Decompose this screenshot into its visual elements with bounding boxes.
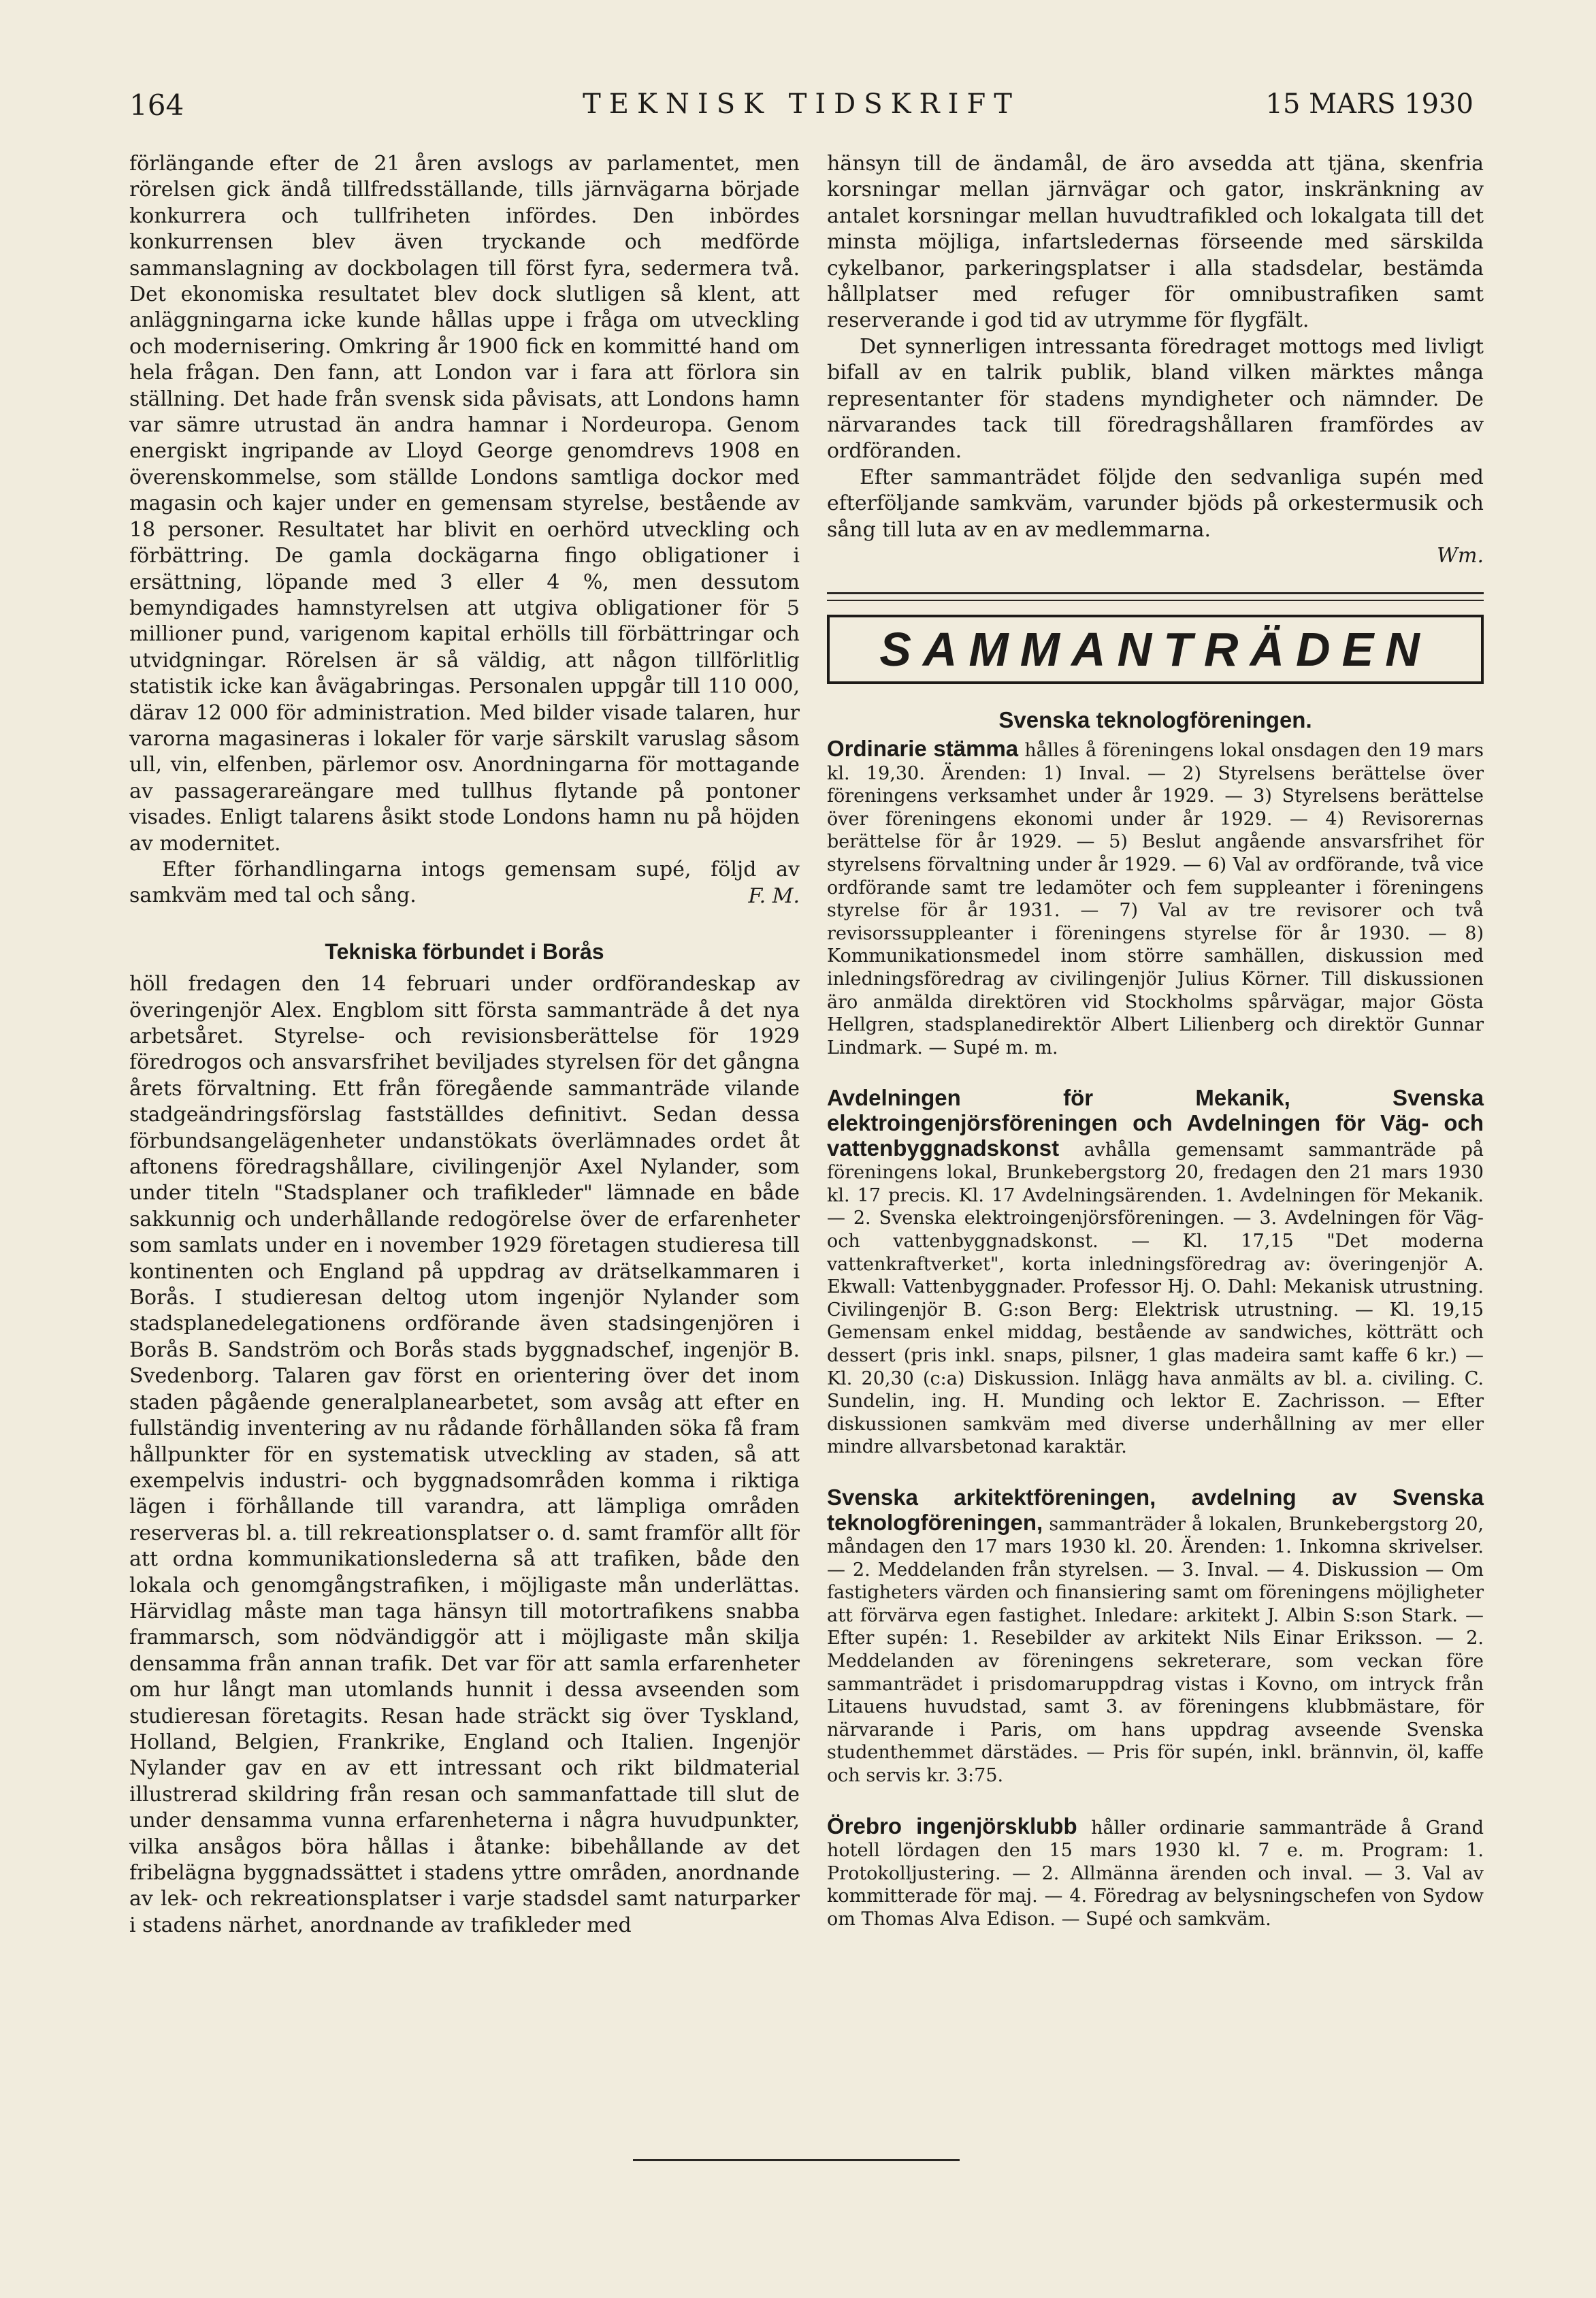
- section-heading-boras: Tekniska förbundet i Borås: [325, 939, 604, 965]
- notice-orebro-ingenjorsklubb: [827, 1815, 1484, 1931]
- reception-paragraph: Det synnerligen intressanta föredraget mottogs med livligt bifall av en talrik publik, bland vilken märktes många representanter för stadens myndigheter och nämnder. De närvarandes tack till föredragshållaren framfördes av ordföranden.: [827, 334, 1484, 464]
- continuation-paragraph: hänsyn till de ändamål, de äro avsedda att tjäna, skenfria korsningar mellan järnvägar och gator, inskränkning av antalet korsningar mellan huvudtrafikled och lokalgata till det minsta möjliga, infartsledernas förseende med särskilda cykelbanor, parkeringsplatser i alla stadsdelar, bestämda hållplatser med refuger för omnibustrafiken samt reserverande i god tid av utrymme för flygfält.: [827, 152, 1484, 333]
- notice-ordinarie-stamma: [827, 737, 1484, 1059]
- issue-date: 15 MARS 1930: [1265, 88, 1473, 120]
- notice-text: håller ordinarie sammanträde å Grand hotell lördagen den 15 mars 1930 kl. 7 e. m. Program: 1. Protokolljustering. — 2. Allmänna ärenden och inval. — 3. Val av kommitterade för maj. — 4. Föredrag av belysningschefen von Sydow om Thomas Alva Edison. — Supé och samkväm.: [827, 1817, 1484, 1930]
- section-rule-top: [827, 592, 1484, 594]
- boras-report-paragraph: höll fredagen den 14 februari under ordförandeskap av överingenjör Alex. Engblom sitt första sammanträde å det nya arbetsåret. Styrelse- och revisionsberättelse för 1929 föredrogos och ansvarsfrihet beviljades styrelsen för det gångna årets förvaltning. Ett från föregående sammanträde vilande stadgeändringsförslag fastställdes definitivt. Sedan dessa förbundsangelägenheter undanstökats överlämnades ordet åt aftonens föredragshållare, civilingenjör Axel Nylander, som under titeln "Stadsplaner och trafikleder" lämnade en både sakkunnig och underhållande redogörelse över de erfarenheter som samlats under en i november 1929 företagen studieresa till kontinenten och England på uppdrag av drätselkammaren i Borås. I studieresan deltog utom ingenjör Nylander som stadsplanedelegationens ordförande även stadsingenjören i Borås B. Sandström och Borås stads byggnadschef, ingenjör B. Svedenborg. Talaren gav först en orientering över det inom staden pågående generalplanearbetet, som avsåg att efter en fullständig inventering av nu rådande förhållanden söka få fram hållpunkter för en systematisk utveckling av staden, så att exempelvis industri- och byggnadsområden komma i riktiga lägen i förhållande till varandra, att lämpliga områden reserveras bl. a. till rekreationsplatser o. d. samt framför allt för att ordna kommunikationslederna så att trafiken, både den lokala och genomgångstrafiken, i möjligaste mån underlättas. Härvidlag måste man taga hänsyn till motortrafikens snabba frammarsch, som nödvändiggör att i möjligaste mån skilja densamma från annan trafik. Det var för att samla erfarenheter om hur långt man utomlands hunnit i dessa avseenden som studieresan företagits. Resan hade sträckt sig över Tyskland, Holland, Belgien, Frankrike, England och Italien. Ingenjör Nylander gav en av ett intressant och rikt bildmaterial illustrerad skildring från resan och sammanfattade till slut de under densamma vunna erfarenheterna i några huvudpunkter, vilka ansågos böra hållas i åtanke: bibehållande av det fribelägna byggnadssättet i stadens yttre områden, anordnande av lek- och rekreationsplatser i varje stadsdel samt naturparker i stadens närhet, anordnande av trafikleder med: [129, 972, 800, 1937]
- notice-lead: Avdelningen för Mekanik, Svenska elektroingenjörsföreningen och Avdelningen för Väg- och vattenbyggnadskonst: [827, 1085, 1484, 1161]
- right-column: [827, 151, 1484, 1958]
- notice-avdelningen-mekanik: [827, 1086, 1484, 1459]
- london-port-paragraph: förlängande efter de 21 åren avslogs av parlamentet, men rörelsen gick ändå tillfredsställande, tills järnvägarna började konkurrera och tullfriheten infördes. Den inbördes konkurrensen blev även tryckande och medförde sammanslagning av dockbolagen till först fyra, sedermera två. Det ekonomiska resultatet blev dock slutligen så klent, att anläggningarna icke kunde hållas uppe i fråga om utveckling och modernisering. Omkring år 1900 fick en kommitté hand om hela frågan. Den fann, att London var i fara att förlora sin ställning. Det hade från svensk sida påvisats, att Londons hamn var sämre utrustad än andra hamnar i Nordeuropa. Genom energiskt ingripande av Lloyd George genomdrevs 1908 en överenskommelse, som ställde Londons samtliga dockor med magasin och kajer under en gemensam styrelse, bestående av 18 personer. Resultatet har blivit en oerhörd utveckling och förbättring. De gamla dockägarna fingo obligationer i ersättning, löpande med 3 eller 4 %, men dessutom bemyndigades hamnstyrelsen att utgiva obligationer för 5 millioner pund, varigenom kapital erhölls till förbättringar och utvidgningar. Rörelsen är så väldig, att någon tillförlitlig statistik icke kan åvägabringas. Personalen uppgår till 110 000, därav 12 000 för administration. Med bilder visade talaren, hur varorna magasineras i lokaler för varje särskilt varuslag såsom ull, vin, elfenben, pärlemor osv. Anordningarna för mottagande av passagerareängare med tullhus flytande på pontoner visades. Enligt talarens åsikt stode Londons hamn nu på höjden av modernitet.: [129, 152, 800, 856]
- sammantraden-banner: SAMMANTRÄDEN: [827, 615, 1484, 684]
- page-number: 164: [129, 88, 184, 122]
- notice-text: avhålla gemensamt sammanträde på föreningens lokal, Brunkebergstorg 20, fredagen den 21 mars 1930 kl. 17 precis. Kl. 17 Avdelningsärenden. 1. Avdelningen för Mekanik. — 2. Svenska elektroingenjörsföreningen. — 3. Avdelningen för Väg- och vattenbyggnadskonst. — Kl. 17,15 "Det moderna vattenkraftverket", korta inledningsföredrag av: överingenjör A. Ekwall: Vattenbyggnader. Professor Hj. O. Dahl: Mekanisk utrustning. Civilingenjör B. G:son Berg: Elektrisk utrustning. — Kl. 19,15 Gemensam enkel middag, bestående av sandwiches, kötträtt och dessert (pris inkl. snaps, pilsner, 1 glas madeira samt kaffe 6 kr.) — Kl. 20,30 (c:a) Diskussion. Inlägg hava anmälts av bl. a. civiling. C. Sundelin, ing. H. Munding och lektor E. Zachrisson. — Efter diskussionen samkväm med diverse underhållning av mer eller mindre allvarsbetonad karaktär.: [827, 1139, 1484, 1458]
- supper-paragraph: Efter förhandlingarna intogs gemensam supé, följd av samkväm med tal och sång.: [129, 857, 800, 908]
- notice-text: hålles å föreningens lokal onsdagen den 19 mars kl. 19,30. Ärenden: 1) Inval. — 2) Styrelsens berättelse över föreningens verksamhet under år 1929. — 3) Styrelsens berättelse över föreningens ekonomi under år 1929. — 4) Revisorernas berättelse för år 1929. — 5) Beslut angående ansvarsfrihet för styrelsens förvaltning under år 1929. — 6) Val av ordförande, två vice ordförande samt tre ledamöter och fem suppleanter i föreningens styrelse för år 1931. — 7) Val av tre revisorer och två revisorssuppleanter i föreningens styrelse för år 1930. — 8) Kommunikationsmedel inom större samhällen, diskussion med inledningsföredrag av civilingenjör Julius Körner. Till diskussionen äro anmälda direktören vid Stockholms spårvägar, major Gösta Hellgren, stadsplanedirektör Albert Lilienberg och direktör Gunnar Lindmark. — Supé m. m.: [827, 740, 1484, 1058]
- society-heading: Svenska teknologföreningen.: [998, 707, 1312, 733]
- after-meeting-paragraph: Efter sammanträdet följde den sedvanliga supén med efterföljande samkväm, varunder bjöds på orkestermusik och sång till luta av en av medlemmarna.: [827, 465, 1484, 542]
- notice-lead: Örebro ingenjörsklubb: [827, 1813, 1077, 1839]
- signature-fm: F. M.: [748, 884, 800, 908]
- notice-arkitektforeningen: [827, 1486, 1484, 1787]
- left-column: [129, 151, 800, 1939]
- signature-wm: Wm.: [1437, 544, 1484, 568]
- running-header: [129, 88, 1473, 129]
- section-rule-bottom: [827, 600, 1484, 601]
- notice-text: sammanträder å lokalen, Brunkebergstorg 20, måndagen den 17 mars 1930 kl. 20. Ärenden: 1. Inkomna skrivelser. — 2. Meddelanden från styrelsen. — 3. Inval. — 4. Diskussion — Om fastigheters värden och finansiering samt om föreningens möjligheter att förvärva egen fastighet. Inledare: arkitekt J. Albin S:son Stark. — Efter supén: 1. Resebilder av arkitekt Nils Einar Eriksson. — 2. Meddelanden av föreningens sekreterare, som veckan före sammanträdet i prisdomaruppdrag vistas i Kovno, om intryck från Litauens huvudstad, samt 3. av föreningens klubbmästare, för närvarande i Paris, om hans uppdrag avseende Svenska studenthemmet därstädes. — Pris för supén, inkl. brännvin, öl, kaffe och servis kr. 3:75.: [827, 1513, 1484, 1787]
- journal-title: TEKNISK TIDSKRIFT: [583, 88, 1020, 120]
- notice-lead: Ordinarie stämma: [827, 736, 1019, 762]
- page-bottom-rule: [633, 2159, 960, 2161]
- notice-lead: Svenska arkitektföreningen, avdelning av Svenska teknologföreningen,: [827, 1484, 1484, 1535]
